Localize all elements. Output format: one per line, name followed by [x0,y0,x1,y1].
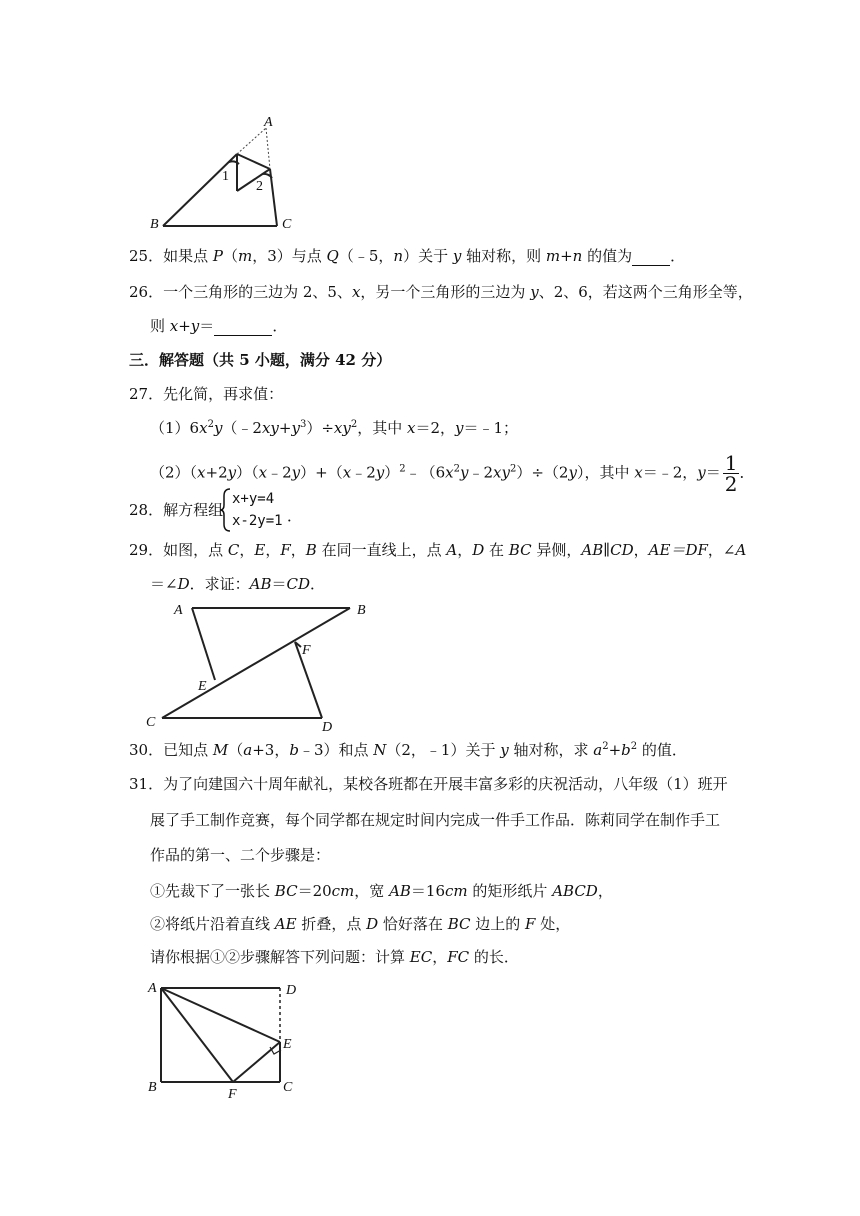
q31-text: 边上的 [470,915,526,933]
q25-text: （ [222,247,238,265]
q31-var: F [525,915,536,933]
fig24-angle-2: 2 [256,179,263,194]
q26-number: 26． [129,283,164,301]
q27-var: y [227,463,237,482]
fraction-denominator: 2 [724,472,738,496]
q30-text: 已知点 [163,741,213,759]
q25-y: y [452,247,462,265]
q31-unit: cm [331,882,355,900]
question-28 [129,500,223,520]
q27-var: x [634,463,643,482]
q31-var: FC [447,948,470,966]
q27-text: ＝﹣2， [642,463,698,482]
q27-var: x [199,419,208,437]
q31-var: AB [389,882,411,900]
question-26-line2 [150,316,287,336]
equation-1: x+y=4 [232,491,275,507]
q27-var: y [460,463,469,482]
q29-text: ．求证： [189,575,250,593]
question-31 [129,774,728,794]
q27-var: y [291,419,300,437]
q29-text: 在 [484,541,509,559]
q30-text: 轴对称，求 [508,741,594,759]
fig29-label-D: D [322,720,333,735]
q30-exp: 2 [630,741,638,752]
q30-text: ﹣3）和点 [298,741,374,759]
q31-text: ②将纸片沿着直线 [150,915,275,933]
q30-text: +3， [252,741,290,759]
q27-var: x [342,463,352,482]
q27-exp: 2 [207,419,214,430]
question-27 [129,384,283,404]
q29-text: ， [633,541,649,559]
q27-var: x [258,463,268,482]
brace-icon [220,488,232,532]
question-30 [129,740,687,760]
q30-var: M [212,741,229,759]
q25-mn: m+n [545,247,583,265]
q26-xy: x+y [169,317,200,335]
q25-text: ）关于 [403,247,453,265]
q25-m: m [237,247,253,265]
question-26 [129,282,753,302]
q27-text: + [278,419,292,437]
q31-text: ①先裁下了一张长 [150,882,275,900]
question-31-step3 [150,947,519,967]
fig24-angle-1: 1 [222,169,229,184]
q29-text: 在同一直线上，点 [316,541,447,559]
q29-text: ，∠ [707,541,736,559]
fig31-label-C: C [283,1080,293,1095]
question-25 [129,246,685,266]
fig24-label-A: A [264,115,273,130]
q31-text: ， [597,882,613,900]
question-29 [129,540,746,560]
q25-text: ，3）与点 [252,247,327,265]
q27-var: xy [333,419,351,437]
q26-x: x [351,283,361,301]
q29-number: 29． [129,541,164,559]
q27-var: y [291,463,301,482]
q28-number: 28． [129,501,164,519]
q26-text: ，另一个三角形的三边为 [360,283,531,301]
fig31-label-A: A [148,981,157,996]
q30-text: （ [228,741,244,759]
q29-text: ， [239,541,255,559]
fig24-label-C: C [282,217,292,232]
q27-text: ＝﹣1； [463,419,519,437]
q27-exp: 2 [509,463,517,475]
q27-exp: 2 [453,463,460,475]
q30-var: b [289,741,299,759]
q29-text: ， [290,541,306,559]
q31-text: 处， [535,915,571,933]
q27-text: ﹣2 [351,463,376,482]
q25-Q: Q [326,247,339,265]
q31-var: BC [447,915,471,933]
q31-number: 31． [129,775,164,793]
q27-exp: 2 [350,419,358,430]
q29-text: 异侧， [531,541,582,559]
q27-var: x [197,463,206,482]
q25-n: n [393,247,404,265]
q30-var: a [243,741,253,759]
q26-text: ． [272,317,288,335]
q31-var: D [366,915,379,933]
q25-P: P [212,247,223,265]
q27-var: y [213,419,223,437]
q26-y: y [530,283,539,301]
q29-var: D [177,575,190,593]
q27-text: （﹣2 [222,419,262,437]
q29-var: D [472,541,485,559]
question-27-part1 [150,418,518,438]
q31-text: 请你根据①②步骤解答下列问题：计算 [150,948,410,966]
q29-var: A [446,541,458,559]
q30-var: b [621,741,631,759]
q27-text: ﹣2 [267,463,292,482]
q29-var: AB [249,575,272,593]
question-31-step2 [150,914,570,934]
q27-text: ）÷（2 [516,463,569,482]
q29-var: AB∥CD [581,541,634,559]
q26-text: ＝ [199,317,215,335]
q30-var: y [500,741,509,759]
equation-2: x-2y=1 [232,513,283,529]
q30-var: N [373,741,387,759]
q25-text: ． [670,247,686,265]
fig31-label-B: B [148,1080,157,1095]
fig29-label-F: F [302,643,311,658]
q30-exp: 2 [602,741,609,752]
q31-text: 折叠，点 [296,915,367,933]
q31-var: ABCD [552,882,598,900]
question-29-line2 [150,574,325,594]
answer-blank[interactable] [214,319,272,336]
q30-text: 的值． [637,741,687,759]
q27-text: ＝ [705,463,721,482]
q27-var: y [697,463,706,482]
q31-text: ，宽 [354,882,390,900]
fig29-label-C: C [146,715,156,730]
fig31-label-D: D [286,983,297,998]
q29-text: ． [310,575,326,593]
q29-var: BC [508,541,532,559]
section-3-heading: 三．解答题（共 5 小题，满分 42 分） [129,351,392,369]
q25-text: 轴对称，则 [461,247,546,265]
q29-text: ， [265,541,281,559]
q27-text: ＝2， [415,419,456,437]
q29-var: CD [286,575,311,593]
q29-var: F [280,541,291,559]
fig24-label-B: B [150,217,159,232]
q27-text: ﹣2 [468,463,494,482]
q31-text: 恰好落在 [378,915,448,933]
fig29-label-E: E [198,679,207,694]
q27-var: xy [493,463,510,482]
q25-text: （﹣5， [338,247,394,265]
q27-var: xy [261,419,279,437]
q29-var: E [254,541,266,559]
q27-text: ）+（ [300,463,343,482]
q27-text: ），其中 [576,463,635,482]
q26-text: 则 [150,317,170,335]
q29-var: C [227,541,240,559]
q27-exp: 3 [299,419,307,430]
q25-text: 如果点 [163,247,213,265]
q27-var: y [568,463,577,482]
q31-text: ＝20 [297,882,332,900]
q31-text: 的长． [469,948,519,966]
q27-text: ） [384,463,400,482]
q31-var: BC [274,882,298,900]
q30-var: a [593,741,603,759]
q31-var: EC [409,948,433,966]
q27-var: y [375,463,385,482]
q28-text: 解方程组 [163,501,224,519]
q27-text: ﹣（6 [405,463,446,482]
question-31-line2: 展了手工制作竞赛，每个同学都在规定时间内完成一件手工作品．陈莉同学在制作手工 [150,811,721,829]
q26-text: 一个三角形的三边为 2、5、 [163,283,352,301]
q31-text: ， [432,948,448,966]
fraction-one-half [723,453,740,494]
q27-var: x [445,463,454,482]
q30-text: + [608,741,622,759]
answer-blank[interactable] [632,249,670,266]
q29-text: 如图，点 [163,541,228,559]
q27-number: 27． [129,385,164,403]
q27-text: 先化简，再求值： [163,385,284,403]
fig31-label-F: F [228,1087,237,1102]
q30-text: （2，﹣1）关于 [386,741,501,759]
q29-text: ， [457,541,473,559]
q25-number: 25． [129,247,164,265]
q27-text: ，其中 [357,419,408,437]
question-31-step1 [150,881,613,901]
q31-text: 为了向建国六十周年献礼，某校各班都在开展丰富多彩的庆祝活动，八年级（1）班开 [163,775,728,793]
q31-text: ＝16 [410,882,446,900]
question-27-part2 [150,451,755,496]
q27-text: ． [739,463,755,482]
question-31-line3: 作品的第一、二个步骤是： [150,846,331,864]
fig29-label-B: B [357,603,366,618]
q28-period: ． [287,507,303,525]
q29-text: ＝∠ [150,575,178,593]
q31-var: AE [274,915,297,933]
q27-var: x [407,419,416,437]
q27-text: （1）6 [150,419,200,437]
q27-var: y [455,419,464,437]
q26-text: 、2、6，若这两个三角形全等， [538,283,753,301]
q25-text: 的值为 [582,247,633,265]
q27-text: ）÷ [306,419,334,437]
fraction-numerator: 1 [724,451,738,475]
q29-text: ＝ [271,575,287,593]
q30-number: 30． [129,741,164,759]
q27-text: ）（ [236,463,259,482]
q27-text: +2 [205,463,228,482]
q27-exp: 2 [399,463,406,475]
fig29-label-A: A [174,603,183,618]
q31-text: 的矩形纸片 [467,882,553,900]
q29-var: A [735,541,747,559]
fig31-label-E: E [283,1037,292,1052]
q27-text: （2）（ [150,463,198,482]
q29-var: AE＝DF [648,541,708,559]
q31-unit: cm [445,882,468,900]
q29-var: B [305,541,317,559]
